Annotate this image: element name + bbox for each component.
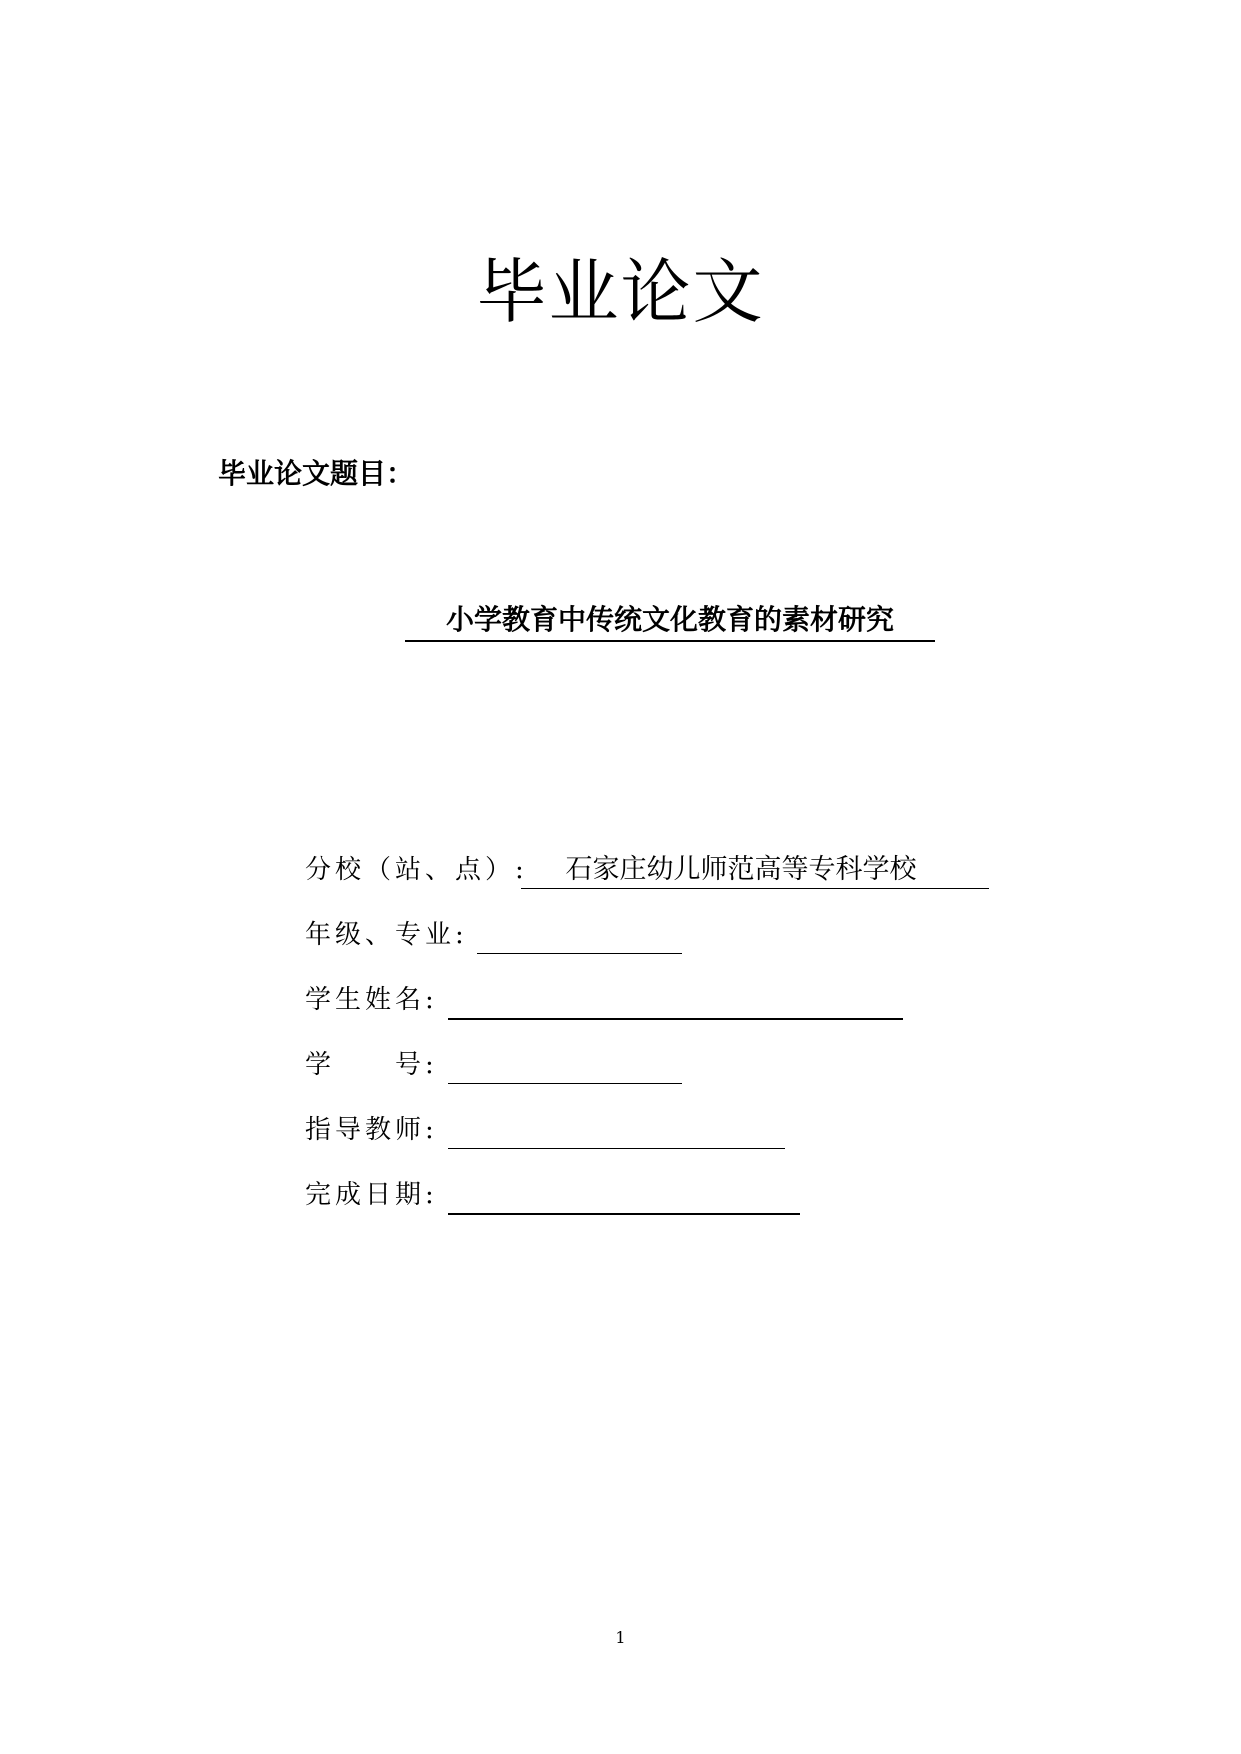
advisor-underline (448, 1148, 785, 1149)
field-branch (305, 850, 995, 890)
student-id-underline (448, 1083, 682, 1084)
field-completion-date (305, 1175, 805, 1215)
advisor-label: 指导教师: (305, 1115, 438, 1145)
field-student-name (305, 980, 905, 1020)
field-advisor (305, 1110, 795, 1150)
topic-value: 小学教育中传统文化教育的素材研究 (405, 600, 935, 642)
student-name-label: 学生姓名: (305, 985, 438, 1015)
field-student-id (305, 1045, 695, 1085)
student-id-label: 学 号: (305, 1050, 438, 1080)
completion-date-underline (448, 1213, 800, 1215)
grade-major-label: 年级、专业: (305, 920, 468, 950)
topic-label: 毕业论文题目： (218, 457, 415, 490)
field-grade-major (305, 915, 695, 955)
main-title: 毕业论文 (476, 251, 765, 333)
branch-label: 分校（站、点）: (305, 855, 528, 885)
page-number: 1 (615, 1628, 626, 1647)
branch-value: 石家庄幼儿师范高等专科学校 (565, 854, 917, 885)
grade-major-underline (477, 953, 682, 954)
completion-date-label: 完成日期: (305, 1180, 438, 1210)
student-name-underline (448, 1018, 903, 1020)
